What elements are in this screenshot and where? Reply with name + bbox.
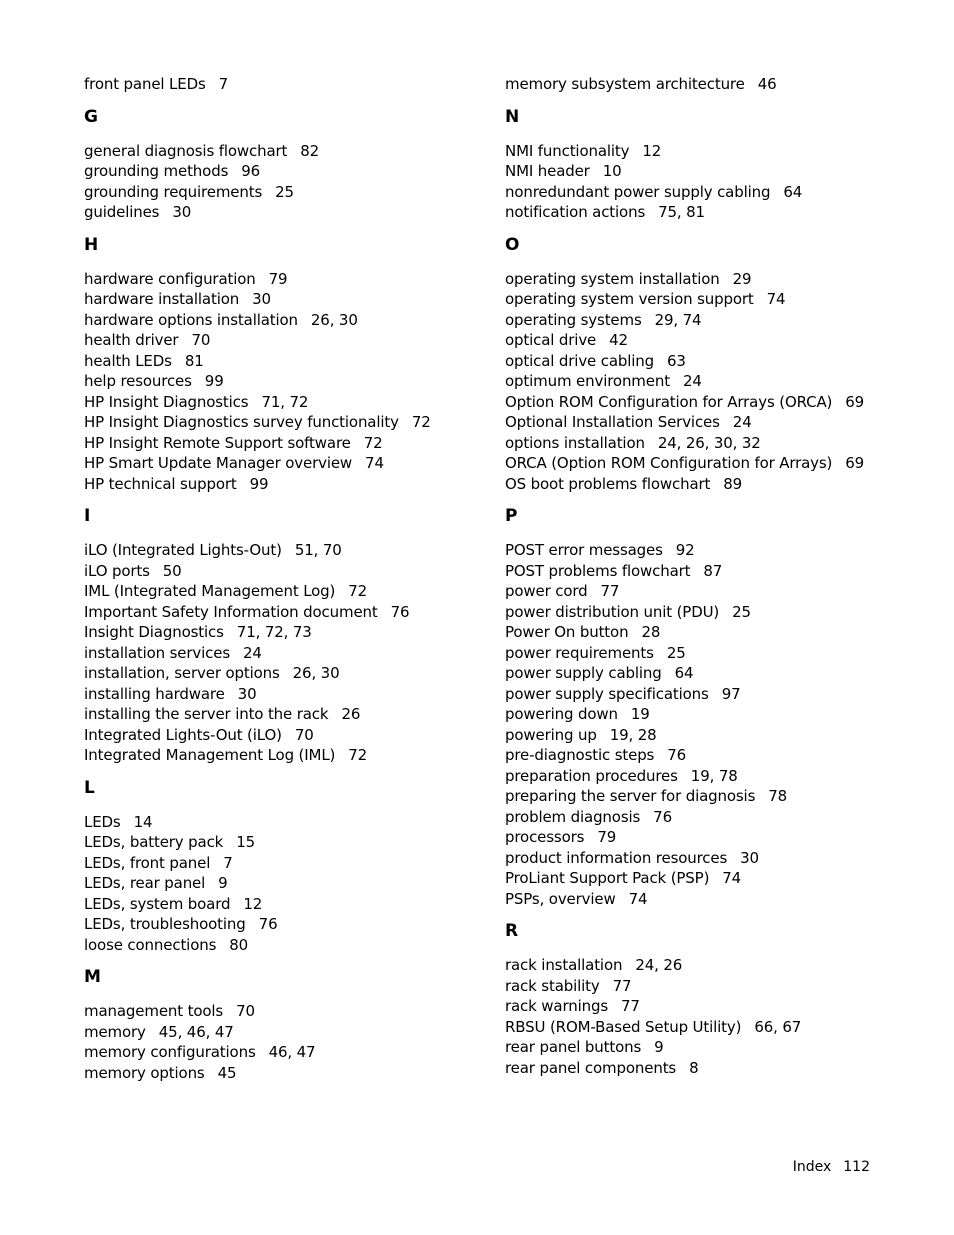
index-term: operating system installation [505,269,720,288]
index-section-continued [505,74,905,95]
index-entry [84,663,484,684]
index-term: optical drive [505,331,597,349]
index-term: HP Insight Diagnostics survey functionality [84,413,399,431]
index-page-refs[interactable]: 74 [722,869,742,887]
index-term: guidelines [84,203,160,221]
index-entry [505,392,905,413]
index-term: LEDs, battery pack [84,833,224,851]
index-page-refs[interactable]: 12 [243,894,263,913]
index-page-refs[interactable]: 99 [204,372,224,390]
index-term: front panel LEDs [84,75,206,93]
index-term: optimum environment [505,372,670,390]
index-entry [84,161,484,182]
index-page-refs[interactable]: 10 [602,162,622,180]
index-term: rack stability [505,976,600,995]
index-entry [84,745,484,766]
index-page-refs[interactable]: 64 [783,182,803,201]
index-entry [505,643,905,664]
index-page-refs[interactable]: 25 [666,643,686,662]
index-column-left [84,74,484,1083]
footer-label: Index [792,1159,832,1175]
index-term: rack warnings [505,997,608,1015]
index-entry [84,330,484,351]
index-entry [505,704,905,725]
index-page-refs[interactable]: 80 [229,935,249,954]
index-page-refs[interactable]: 74 [628,889,648,908]
index-entry [505,474,905,495]
index-page-refs[interactable]: 26, 30 [292,664,340,682]
index-term: Important Safety Information document [84,602,378,621]
index-section-m [84,967,484,1083]
index-term: iLO ports [84,561,150,580]
index-entry [84,873,484,894]
index-term: rear panel components [505,1058,677,1077]
index-entry [84,704,484,725]
index-entry [84,561,484,582]
index-term: loose connections [84,935,217,954]
index-page-refs[interactable]: 75, 81 [658,203,705,221]
index-page-refs[interactable]: 76 [390,602,410,621]
index-term: Optional Installation Services [505,413,720,431]
index-page-refs[interactable]: 89 [723,474,743,493]
index-entry [505,1017,905,1038]
index-page-refs[interactable]: 77 [621,997,640,1015]
index-term: NMI functionality [505,141,630,160]
index-term: powering up [505,725,597,744]
index-page-refs[interactable]: 79 [597,828,617,846]
section-letter: N [505,106,520,127]
index-term: OS boot problems flowchart [505,474,711,493]
index-entry [84,371,484,392]
index-entry [84,433,484,454]
index-page-refs[interactable]: 69 [845,392,865,411]
index-entry [84,1022,484,1043]
index-term: power cord [505,582,588,600]
index-page-refs[interactable]: 72 [411,413,431,431]
index-term: preparation procedures [505,766,678,785]
index-term: memory options [84,1063,205,1082]
index-entry [84,392,484,413]
index-term: HP Insight Remote Support software [84,433,351,452]
index-section-r [505,921,905,1078]
index-page-refs[interactable]: 64 [674,664,694,682]
index-term: ProLiant Support Pack (PSP) [505,869,710,887]
index-entry [84,202,484,223]
index-page-refs[interactable]: 72 [348,746,368,764]
index-entry [84,289,484,310]
index-page-refs[interactable]: 76 [653,807,672,826]
index-page-refs[interactable]: 19 [630,705,650,723]
index-entry [84,1042,484,1063]
index-entry [505,1037,905,1058]
index-entry [505,786,905,807]
index-term: LEDs, front panel [84,853,211,872]
index-page-refs[interactable]: 24 [243,643,262,662]
section-letter: R [505,921,519,941]
index-term: LEDs, troubleshooting [84,915,246,933]
index-page-refs[interactable]: 74 [766,290,786,308]
index-term: RBSU (ROM-Based Setup Utility) [505,1017,742,1036]
index-entry [84,684,484,705]
index-section-continued [84,74,484,95]
index-page-refs[interactable]: 71, 72 [261,392,309,411]
index-section-h [84,235,484,495]
index-page-refs[interactable]: 25 [275,182,294,201]
index-section-p [505,506,905,909]
index-page-refs[interactable]: 76 [258,915,278,933]
index-entry [505,269,905,290]
index-term: nonredundant power supply cabling [505,182,771,201]
section-letter: L [84,777,95,798]
index-page-refs[interactable]: 9 [218,874,228,892]
index-page-refs[interactable]: 30 [252,290,271,308]
index-entry [84,182,484,203]
section-letter: O [505,234,520,255]
index-page-refs[interactable]: 15 [236,833,255,851]
index-term: Integrated Lights-Out (iLO) [84,725,282,744]
index-page-refs[interactable]: 77 [600,582,620,600]
index-term: product information resources [505,848,728,867]
index-page-refs[interactable]: 45, 46, 47 [158,1022,234,1041]
index-entry [505,602,905,623]
index-page-refs[interactable]: 30 [172,203,192,221]
index-term: health driver [84,331,179,349]
index-page-refs[interactable]: 82 [300,141,320,160]
index-page-refs[interactable]: 99 [249,474,269,493]
index-entry [84,351,484,372]
index-term: installing the server into the rack [84,705,329,723]
index-page-refs[interactable]: 29 [732,269,752,288]
index-entry [84,1063,484,1084]
index-term: Option ROM Configuration for Arrays (ORCA) [505,392,833,411]
index-term: HP Smart Update Manager overview [84,454,353,472]
index-entry [505,433,905,454]
index-term: HP technical support [84,474,237,493]
section-letter: I [84,506,91,526]
index-page-refs[interactable]: 7 [218,75,229,93]
index-term: help resources [84,372,192,390]
index-term: Insight Diagnostics [84,623,224,641]
index-section-i [84,506,484,766]
index-term: rack installation [505,956,623,974]
section-letter: G [84,106,98,127]
index-page-refs[interactable]: 26 [341,705,361,723]
index-page-refs[interactable]: 29, 74 [654,310,702,329]
index-term: power requirements [505,643,654,662]
index-entry [84,914,484,935]
index-term: installation, server options [84,664,280,682]
index-term: processors [505,828,585,846]
page-footer [793,1158,870,1176]
index-page-refs[interactable]: 7 [223,853,233,872]
index-term: memory subsystem architecture [505,75,745,93]
index-term: PSPs, overview [505,889,616,908]
index-entry [84,310,484,331]
index-term: NMI header [505,162,590,180]
index-entry [84,853,484,874]
index-entry [84,141,484,162]
index-entry [505,889,905,910]
index-entry [505,827,905,848]
footer-page-number: 112 [843,1159,870,1175]
index-page-refs[interactable]: 30 [740,848,759,867]
index-page-refs[interactable]: 70 [236,1002,255,1020]
index-entry [84,581,484,602]
index-entry [505,202,905,223]
index-entry [505,976,905,997]
index-entry [505,561,905,582]
index-entry [505,161,905,182]
index-entry [84,643,484,664]
index-term: Power On button [505,623,629,641]
index-term: power supply cabling [505,664,662,682]
index-page-refs[interactable]: 76 [667,746,687,764]
index-page-refs[interactable]: 96 [241,162,261,180]
index-page-refs[interactable]: 8 [689,1058,699,1077]
index-section-g [84,107,484,223]
index-entry [505,766,905,787]
index-term: memory configurations [84,1043,256,1061]
index-term: optical drive cabling [505,351,655,370]
index-page-refs[interactable]: 66, 67 [754,1017,802,1036]
index-entry [84,894,484,915]
index-entry [505,453,905,474]
index-term: operating system version support [505,290,754,308]
index-entry [505,955,905,976]
index-page-refs[interactable]: 78 [768,787,788,805]
index-term: LEDs, rear panel [84,874,206,892]
section-letter: H [84,234,99,255]
index-page-refs[interactable]: 30 [237,684,257,703]
index-term: LEDs, system board [84,894,231,913]
index-page-refs[interactable]: 24, 26, 30, 32 [657,433,761,452]
index-term: operating systems [505,310,642,329]
index-page-refs[interactable]: 26, 30 [310,310,358,329]
index-term: ORCA (Option ROM Configuration for Arrays) [505,454,833,472]
index-section-o [505,235,905,495]
index-page-refs[interactable]: 77 [612,976,632,995]
index-term: POST error messages [505,541,663,559]
index-entry [84,412,484,433]
index-entry [505,663,905,684]
index-entry [84,622,484,643]
index-term: health LEDs [84,351,172,370]
index-term: general diagnosis flowchart [84,141,288,160]
index-term: management tools [84,1002,224,1020]
index-entry [84,935,484,956]
index-entry [505,581,905,602]
index-term: power supply specifications [505,684,709,703]
index-entry [505,622,905,643]
index-page-refs[interactable]: 97 [721,684,741,703]
index-entry [505,540,905,561]
index-term: memory [84,1022,146,1041]
index-term: problem diagnosis [505,807,641,826]
index-page-refs[interactable]: 46 [757,75,777,93]
index-term: HP Insight Diagnostics [84,392,249,411]
index-term: POST problems flowchart [505,561,691,580]
section-letter: P [505,506,518,526]
index-term: pre-diagnostic steps [505,746,655,764]
index-page-refs[interactable]: 50 [162,561,182,580]
index-page-refs[interactable]: 14 [133,812,153,831]
index-entry [84,602,484,623]
index-page-refs[interactable]: 63 [667,351,686,370]
index-term: IML (Integrated Management Log) [84,582,336,600]
section-letter: M [84,967,101,987]
index-term: hardware configuration [84,269,256,288]
index-entry [505,807,905,828]
index-entry [84,725,484,746]
index-term: notification actions [505,203,646,221]
index-page-refs[interactable]: 72 [363,433,383,452]
index-entry [505,141,905,162]
index-entry [505,310,905,331]
index-entry [505,848,905,869]
index-column-right [505,74,905,1078]
index-term: installation services [84,643,230,662]
index-section-n [505,107,905,223]
index-page-refs[interactable]: 24 [682,372,702,390]
index-entry [84,269,484,290]
index-page-refs[interactable]: 25 [732,602,751,621]
index-entry [505,745,905,766]
index-term: powering down [505,705,618,723]
index-entry [505,182,905,203]
index-page-refs[interactable]: 69 [845,454,865,472]
index-page-refs[interactable]: 19, 28 [609,725,657,744]
index-entry [84,540,484,561]
index-page-refs[interactable]: 87 [703,561,723,580]
index-term: hardware options installation [84,310,298,329]
index-entry [505,74,905,95]
index-term: rear panel buttons [505,1038,642,1056]
index-page-refs[interactable]: 42 [609,331,628,349]
index-entry [505,868,905,889]
index-entry [84,812,484,833]
index-entry [505,725,905,746]
index-page-refs[interactable]: 46, 47 [268,1043,316,1061]
index-term: LEDs [84,812,121,831]
index-term: hardware installation [84,290,240,308]
index-page-refs[interactable]: 74 [365,454,384,472]
index-page-refs[interactable]: 79 [268,269,288,288]
index-entry [505,412,905,433]
index-page-refs[interactable]: 71, 72, 73 [236,623,312,641]
index-term: installing hardware [84,684,225,703]
index-page-refs[interactable]: 24 [732,413,752,431]
index-entry [84,474,484,495]
index-entry [505,371,905,392]
index-entry [505,330,905,351]
index-page-refs[interactable]: 51, 70 [294,541,342,559]
index-page-refs[interactable]: 45 [217,1063,237,1082]
index-entry [505,351,905,372]
index-entry [505,289,905,310]
index-term: iLO (Integrated Lights-Out) [84,541,282,559]
index-page-refs[interactable]: 70 [191,331,211,349]
index-page-refs[interactable]: 81 [184,351,204,370]
index-term: grounding methods [84,162,229,180]
index-term: Integrated Management Log (IML) [84,746,336,764]
index-entry [505,684,905,705]
index-page-refs[interactable]: 24, 26 [635,956,683,974]
index-entry [505,1058,905,1079]
index-page-refs[interactable]: 28 [641,623,661,641]
index-page-refs[interactable]: 19, 78 [690,766,738,785]
index-section-l [84,778,484,956]
index-term: grounding requirements [84,182,263,201]
index-entry [84,1001,484,1022]
index-page-refs[interactable]: 92 [675,541,695,559]
index-term: options installation [505,433,645,452]
index-term: power distribution unit (PDU) [505,602,720,621]
index-page-refs[interactable]: 12 [642,141,662,160]
index-term: preparing the server for diagnosis [505,787,756,805]
index-page-refs[interactable]: 9 [654,1038,664,1056]
index-page-refs[interactable]: 70 [294,725,314,744]
index-entry [505,996,905,1017]
index-page-refs[interactable]: 72 [348,582,368,600]
index-entry [84,74,484,95]
index-entry [84,832,484,853]
index-entry [84,453,484,474]
